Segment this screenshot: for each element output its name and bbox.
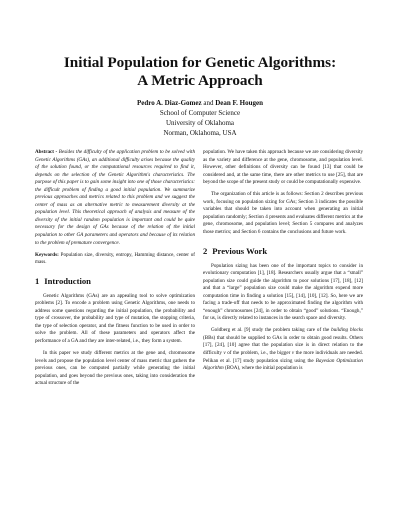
text-run: of the problem, i.e., the bigger [225,350,292,357]
body-paragraph-2: The organization of this article is as follows: Section 2 describes previous work, focusing on population sizing for GAs; Section 3 indicates the possible variables that should be taken into account when generating an initial population randomly; Section 4 presents and evaluates different metrics at the gene, chromosome, and population level; Section 5 compares and analyzes those metrics; and Section 6 contains the conclusions and future work. [203,191,363,235]
title-line-1: Initial Population for Genetic Algorithms: [63,54,337,71]
text-run: (BOA), where the initial population is [223,365,303,372]
author-names [20,98,380,108]
keywords-lead: Keywords: [35,251,59,258]
text-run: Goldberg et al. [9] study the problem taking care of the [211,327,332,334]
affiliation-location: Norman, Oklahoma, USA [163,129,237,137]
right-column [203,149,363,373]
section-number: 2 [203,245,208,256]
paper-title [20,54,380,90]
abstract-lead: Abstract - [35,149,59,155]
affiliation-university: University of Oklahoma [165,119,235,127]
section-heading-introduction [35,276,195,286]
section-number: 1 [35,275,40,286]
emphasis: v [223,350,226,357]
emphasis: Bayesian Optimization Algorithm [203,357,363,372]
intro-paragraph-1: Genetic Algorithms (GAs) are an appealing tool to solve optimization problems [2]. To encode a problem using Genetic Algorithms, one needs to address some questions regarding the initial population, the probability and type of crossover, the probability and type of mutation, the stopping criteria, the type of selection operator, and the fitness function to be used in order to solve the problem. All of these parameters and operators affect the performance of a GA and they are inter-related, i.e., they form a system. [35,292,195,344]
title-line-2: A Metric Approach [137,72,263,89]
text-run: (BBs) that should be supplied to GAs in order to obtain good results. Others [17], [24], [10] agree that the population size is in direct relation to the difficulty [203,334,363,357]
section-title: Introduction [44,275,91,286]
author-2: Dean F. Hougen [215,99,263,107]
text-run: the more individuals are needed. Pelikan et al. [17] study population sizing using the [203,350,364,364]
abstract [35,149,195,247]
keywords [35,252,195,267]
author-block [20,98,380,138]
author-1: Pedro A. Diaz-Gomez [137,99,202,107]
affiliation-school: School of Computer Science [159,109,241,117]
body-paragraph-1: population. We have taken this approach because we are considering diversity as the variety and difference at the gene, chromosome, and population level. However, other definitions of diversity can be found [13] that could be considered and, at the same time, there are other metrics to use [25], that are beyond the scope of the present study or could be computationally expensive. [203,149,363,186]
left-column [35,149,195,388]
emphasis: building blocks [331,327,363,334]
author-conjunction: and [203,99,214,107]
keywords-text: Population size, diversity, entropy, Hamming distance, center of mass. [35,251,195,266]
abstract-text: Besides the difficulty of the application problem to be solved with Genetic Algorithms (GAs), an additional difficulty arises because the quality of the solution found, or the computational resources required to find it, depends on the selection of the Genetic Algorithm's characteristics. The purpose of this paper is to gain some insight into one of those characteristics: the difficult problem of finding a good initial population. We summarize previous approaches and metrics related to this problem and we suggest the center of mass as an alternative metric to measurement diversity at the population level. This theoretical approach of analysis and measure of the diversity of the initial random population is important and could be quite necessary for the design of GAs because of the relation of the initial population to other GA parameters and operators and because of its relation to the problem of premature convergence. [35,149,196,246]
previous-work-paragraph-2 [203,327,363,372]
section-heading-previous-work [203,246,363,256]
section-title: Previous Work [212,245,268,256]
intro-paragraph-2: In this paper we study different metrics at the gene and, chromosome levels and propose the population level center of mass metric that gathers the previous ones, can be computed partially while generating the initial population, and goes beyond the previous ones, taking into consideration the actual structure of the [35,350,195,387]
previous-work-paragraph-1: Population sizing has been one of the important topics to consider in evolutionary computation [1], [18]. Researchers usually argue that a “small” population size could guide the algorithm to poor solutions [17], [18], [12] and that a “large” population size could make the algorithm expend more computation time in finding a solution [15], [14], [10], [12]. So, here we are facing a trade-off that needs to be approximated finding the algorithm with “enough” chromosomes [24], in order to obtain “good” solutions. “Enough,” for us, is directly related to instances in the search space and diversity. [203,262,363,322]
emphasis: v [291,350,295,357]
